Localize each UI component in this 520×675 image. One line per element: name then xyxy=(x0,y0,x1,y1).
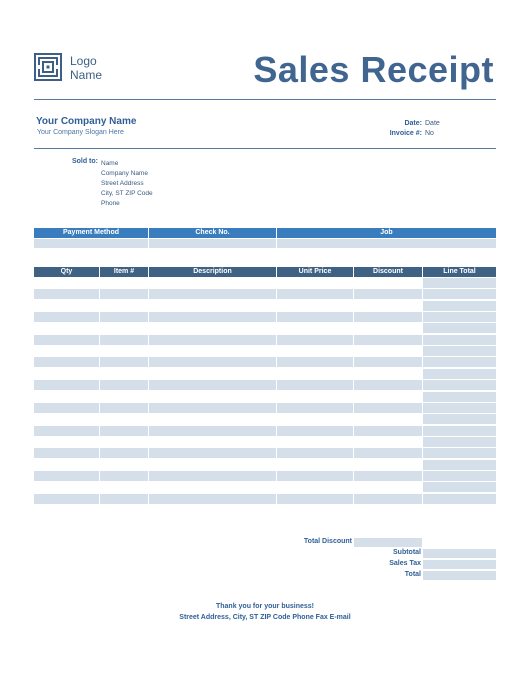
discount-cell[interactable] xyxy=(354,278,422,288)
discount-cell[interactable] xyxy=(354,494,422,504)
qty-cell[interactable] xyxy=(34,437,99,447)
qty-cell[interactable] xyxy=(34,289,99,299)
description-cell[interactable] xyxy=(149,312,276,322)
date-value[interactable]: Date xyxy=(425,120,440,127)
discount-cell[interactable] xyxy=(354,482,422,492)
sold-to-label: Sold to: xyxy=(71,158,98,165)
subtotal-cell[interactable] xyxy=(423,549,496,558)
unit-price-cell[interactable] xyxy=(277,414,353,424)
divider xyxy=(34,148,496,149)
total-discount-cell[interactable] xyxy=(354,538,422,547)
sold-to-phone[interactable]: Phone xyxy=(101,200,120,207)
unit-price-cell[interactable] xyxy=(277,494,353,504)
line-total-header: Line Total xyxy=(423,267,496,277)
item-number-cell[interactable] xyxy=(100,426,148,436)
description-cell[interactable] xyxy=(149,357,276,367)
total-cell[interactable] xyxy=(423,571,496,580)
unit-price-header: Unit Price xyxy=(277,267,353,277)
check-no-cell[interactable] xyxy=(149,239,276,248)
company-name: Your Company Name xyxy=(36,116,137,127)
description-cell[interactable] xyxy=(149,323,276,333)
line-total-cell[interactable] xyxy=(423,289,496,299)
item-number-cell[interactable] xyxy=(100,312,148,322)
item-number-cell[interactable] xyxy=(100,460,148,470)
unit-price-cell[interactable] xyxy=(277,312,353,322)
line-total-cell[interactable] xyxy=(423,301,496,311)
discount-cell[interactable] xyxy=(354,323,422,333)
discount-cell[interactable] xyxy=(354,312,422,322)
qty-header: Qty xyxy=(34,267,99,277)
qty-cell[interactable] xyxy=(34,323,99,333)
item-number-cell[interactable] xyxy=(100,278,148,288)
description-cell[interactable] xyxy=(149,301,276,311)
unit-price-cell[interactable] xyxy=(277,403,353,413)
item-number-cell[interactable] xyxy=(100,289,148,299)
unit-price-cell[interactable] xyxy=(277,482,353,492)
total-discount-label: Total Discount xyxy=(303,538,352,545)
sold-to-street[interactable]: Street Address xyxy=(101,180,144,187)
description-cell[interactable] xyxy=(149,335,276,345)
description-cell[interactable] xyxy=(149,426,276,436)
unit-price-cell[interactable] xyxy=(277,357,353,367)
line-total-cell[interactable] xyxy=(423,278,496,288)
invoice-value[interactable]: No xyxy=(425,130,434,137)
payment-method-header: Payment Method xyxy=(34,228,148,238)
discount-cell[interactable] xyxy=(354,414,422,424)
line-total-cell[interactable] xyxy=(423,414,496,424)
line-total-cell[interactable] xyxy=(423,494,496,504)
qty-cell[interactable] xyxy=(34,460,99,470)
item-number-cell[interactable] xyxy=(100,482,148,492)
description-cell[interactable] xyxy=(149,471,276,481)
discount-cell[interactable] xyxy=(354,369,422,379)
sold-to-name[interactable]: Name xyxy=(101,160,119,167)
line-total-cell[interactable] xyxy=(423,448,496,458)
line-total-cell[interactable] xyxy=(423,437,496,447)
document-title: Sales Receipt xyxy=(253,49,494,90)
item-number-cell[interactable] xyxy=(100,323,148,333)
discount-header: Discount xyxy=(354,267,422,277)
description-cell[interactable] xyxy=(149,380,276,390)
unit-price-cell[interactable] xyxy=(277,471,353,481)
check-no-header: Check No. xyxy=(149,228,276,238)
description-cell[interactable] xyxy=(149,403,276,413)
thank-you-message: Thank you for your business! xyxy=(215,603,314,610)
qty-cell[interactable] xyxy=(34,414,99,424)
qty-cell[interactable] xyxy=(34,494,99,504)
discount-cell[interactable] xyxy=(354,471,422,481)
discount-cell[interactable] xyxy=(354,437,422,447)
qty-cell[interactable] xyxy=(34,392,99,402)
unit-price-cell[interactable] xyxy=(277,335,353,345)
subtotal-label: Subtotal xyxy=(393,549,421,556)
discount-cell[interactable] xyxy=(354,426,422,436)
unit-price-cell[interactable] xyxy=(277,448,353,458)
item-number-cell[interactable] xyxy=(100,471,148,481)
line-total-cell[interactable] xyxy=(423,482,496,492)
total-label: Total xyxy=(404,571,421,578)
discount-cell[interactable] xyxy=(354,335,422,345)
item-number-cell[interactable] xyxy=(100,335,148,345)
sold-to-company[interactable]: Company Name xyxy=(101,170,148,177)
divider xyxy=(34,99,496,100)
item-number-cell[interactable] xyxy=(100,448,148,458)
qty-cell[interactable] xyxy=(34,403,99,413)
discount-cell[interactable] xyxy=(354,460,422,470)
item-number-cell[interactable] xyxy=(100,414,148,424)
item-number-cell[interactable] xyxy=(100,392,148,402)
description-cell[interactable] xyxy=(149,369,276,379)
qty-cell[interactable] xyxy=(34,312,99,322)
line-total-cell[interactable] xyxy=(423,369,496,379)
description-cell[interactable] xyxy=(149,448,276,458)
qty-cell[interactable] xyxy=(34,448,99,458)
line-total-cell[interactable] xyxy=(423,460,496,470)
sold-to-city[interactable]: City, ST ZIP Code xyxy=(101,190,153,197)
company-slogan: Your Company Slogan Here xyxy=(37,129,124,136)
qty-cell[interactable] xyxy=(34,278,99,288)
line-total-cell[interactable] xyxy=(423,312,496,322)
item-number-cell[interactable] xyxy=(100,357,148,367)
item-number-header: Item # xyxy=(100,267,148,277)
item-number-cell[interactable] xyxy=(100,301,148,311)
line-total-cell[interactable] xyxy=(423,426,496,436)
unit-price-cell[interactable] xyxy=(277,380,353,390)
description-cell[interactable] xyxy=(149,414,276,424)
unit-price-cell[interactable] xyxy=(277,460,353,470)
unit-price-cell[interactable] xyxy=(277,392,353,402)
discount-cell[interactable] xyxy=(354,403,422,413)
unit-price-cell[interactable] xyxy=(277,278,353,288)
item-number-cell[interactable] xyxy=(100,346,148,356)
qty-cell[interactable] xyxy=(34,301,99,311)
qty-cell[interactable] xyxy=(34,471,99,481)
qty-cell[interactable] xyxy=(34,380,99,390)
line-total-cell[interactable] xyxy=(423,392,496,402)
description-cell[interactable] xyxy=(149,289,276,299)
job-cell[interactable] xyxy=(277,239,496,248)
logo-icon xyxy=(34,53,62,81)
job-header: Job xyxy=(277,228,496,238)
item-number-cell[interactable] xyxy=(100,403,148,413)
unit-price-cell[interactable] xyxy=(277,301,353,311)
description-cell[interactable] xyxy=(149,392,276,402)
line-total-cell[interactable] xyxy=(423,471,496,481)
qty-cell[interactable] xyxy=(34,482,99,492)
unit-price-cell[interactable] xyxy=(277,437,353,447)
item-number-cell[interactable] xyxy=(100,494,148,504)
line-total-cell[interactable] xyxy=(423,323,496,333)
discount-cell[interactable] xyxy=(354,448,422,458)
description-cell[interactable] xyxy=(149,482,276,492)
description-cell[interactable] xyxy=(149,494,276,504)
qty-cell[interactable] xyxy=(34,369,99,379)
item-number-cell[interactable] xyxy=(100,369,148,379)
description-header: Description xyxy=(149,267,276,277)
description-cell[interactable] xyxy=(149,437,276,447)
unit-price-cell[interactable] xyxy=(277,346,353,356)
discount-cell[interactable] xyxy=(354,357,422,367)
unit-price-cell[interactable] xyxy=(277,323,353,333)
discount-cell[interactable] xyxy=(354,380,422,390)
unit-price-cell[interactable] xyxy=(277,426,353,436)
discount-cell[interactable] xyxy=(354,289,422,299)
invoice-label: Invoice #: xyxy=(389,130,422,137)
item-number-cell[interactable] xyxy=(100,437,148,447)
description-cell[interactable] xyxy=(149,460,276,470)
date-label: Date: xyxy=(404,120,422,127)
qty-cell[interactable] xyxy=(34,346,99,356)
qty-cell[interactable] xyxy=(34,357,99,367)
sales-tax-cell[interactable] xyxy=(423,560,496,569)
line-total-cell[interactable] xyxy=(423,380,496,390)
unit-price-cell[interactable] xyxy=(277,289,353,299)
logo-name: Logo Name xyxy=(70,54,103,82)
discount-cell[interactable] xyxy=(354,301,422,311)
line-total-cell[interactable] xyxy=(423,357,496,367)
line-total-cell[interactable] xyxy=(423,335,496,345)
qty-cell[interactable] xyxy=(34,426,99,436)
company-contact: Street Address, City, ST ZIP Code Phone Fax E-mail xyxy=(179,614,351,621)
discount-cell[interactable] xyxy=(354,346,422,356)
item-number-cell[interactable] xyxy=(100,380,148,390)
discount-cell[interactable] xyxy=(354,392,422,402)
description-cell[interactable] xyxy=(149,346,276,356)
description-cell[interactable] xyxy=(149,278,276,288)
payment-method-cell[interactable] xyxy=(34,239,148,248)
sales-tax-label: Sales Tax xyxy=(389,560,421,567)
qty-cell[interactable] xyxy=(34,335,99,345)
line-total-cell[interactable] xyxy=(423,346,496,356)
line-total-cell[interactable] xyxy=(423,403,496,413)
unit-price-cell[interactable] xyxy=(277,369,353,379)
